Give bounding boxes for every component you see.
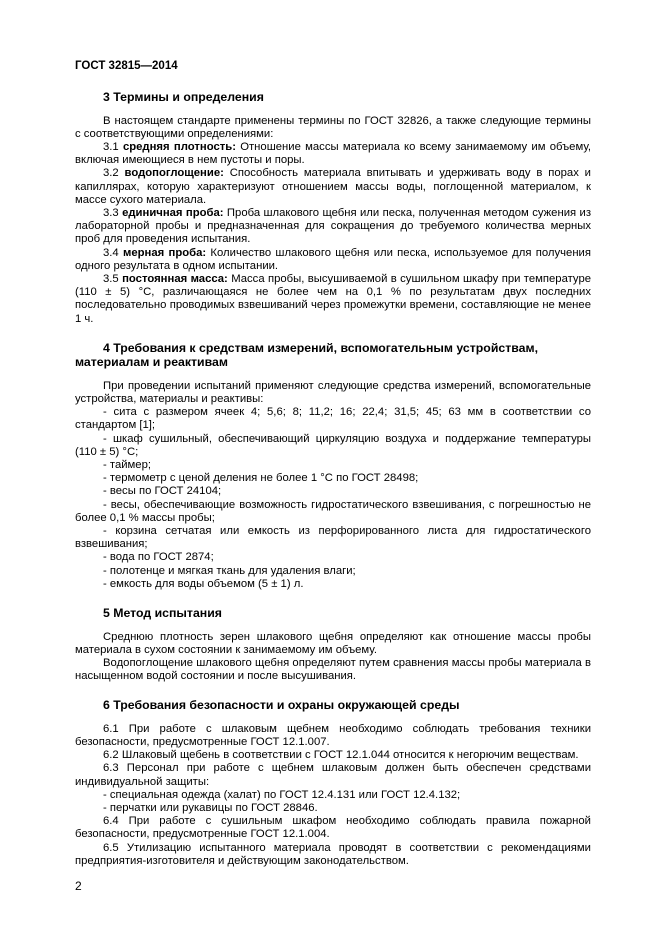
paragraph [75, 657, 591, 683]
section-title: 3 Термины и определения [103, 90, 264, 104]
paragraph [75, 525, 591, 551]
section [75, 606, 591, 683]
body-text: 3.3 [103, 206, 123, 219]
paragraph [75, 802, 591, 815]
term-bold-text: мерная проба: [122, 246, 207, 259]
body-text: - вода по ГОСТ 2874; [103, 551, 214, 564]
body-text: 3.5 [103, 272, 123, 285]
paragraph [75, 459, 591, 472]
body-text: Масса пробы, высушиваемой в сушильном шкафу при температуре (110 ± 5) °С, различающаяся не более чем на 0,1 % по результатам двух последних последовательно проводимых взвешиваний через промежутки времени, составляющие не менее 1 ч. [75, 272, 592, 325]
body-text: 6.4 При работе с сушильным шкафом необходимо соблюдать правила пожарной безопасности, предусмотренные ГОСТ 12.1.004. [75, 815, 591, 841]
page-number: 2 [75, 879, 82, 893]
paragraph [75, 749, 591, 762]
paragraph [75, 842, 591, 868]
paragraph [75, 380, 591, 406]
term-bold-text: водопоглощение: [124, 167, 224, 180]
paragraph [75, 273, 591, 326]
paragraph [75, 207, 591, 247]
section-title: 6 Требования безопасности и охраны окружающей среды [103, 698, 460, 713]
paragraph [75, 815, 591, 841]
section-title: 5 Метод испытания [103, 606, 222, 620]
document-sections [75, 84, 591, 868]
paragraph [75, 167, 591, 207]
body-text: - термометр с ценой деления не более 1 °С по ГОСТ 28498; [103, 472, 419, 485]
body-text: Отношение массы материала ко всему занимаемому им объему, включая имеющиеся в нем пустоты и поры. [75, 140, 591, 167]
term-bold-text: единичная проба: [122, 206, 224, 219]
paragraph [75, 631, 591, 657]
section-title: 4 Требования к средствам измерений, вспомогательным устройствам, материалам и реактивам [75, 340, 538, 370]
paragraph [75, 551, 591, 564]
paragraph [75, 485, 591, 498]
paragraph [75, 565, 591, 578]
body-text: - весы, обеспечивающие возможность гидростатического взвешивания, с погрешностью не более 0,1 % массы пробы; [75, 498, 591, 524]
section [75, 341, 591, 591]
body-text: - сита с размером ячеек 4; 5,6; 8; 11,2; 16; 22,4; 31,5; 45; 63 мм в соответствии со стандартом [1]; [75, 406, 591, 432]
paragraph [75, 247, 591, 273]
body-text: 6.2 Шлаковый щебень в соответствии с ГОСТ 12.1.044 относится к негорючим веществам. [103, 749, 579, 762]
body-text: При проведении испытаний применяют следующие средства измерений, вспомогательные устройства, материалы и реактивы: [75, 379, 591, 405]
paragraph [75, 472, 591, 485]
body-text: 6.5 Утилизацию испытанного материала проводят в соответствии с рекомендациями предприятия-изготовителя и действующим законодательством. [75, 841, 591, 867]
paragraph [75, 578, 591, 591]
body-text: Среднюю плотность зерен шлакового щебня определяют как отношение массы пробы материала в сухом состоянии к занимаемому им объему. [75, 630, 591, 656]
body-text: Проба шлакового щебня или песка, полученная методом сужения из лабораторной пробы и предназначенная для сокращения до требуемого количества мерных проб для проведения испытания. [75, 206, 592, 246]
term-bold-text: средняя плотность: [122, 140, 236, 153]
body-text: - корзина сетчатая или емкость из перфорированного листа для гидростатического взвешивания; [75, 524, 591, 551]
body-text: Способность материала впитывать и удерживать воду в порах и капиллярах, которую характеризуют отношением массы воды, поглощенной материалом, к массе сухого материала. [75, 167, 591, 206]
paragraph [75, 723, 591, 749]
body-text: 6.3 Персонал при работе с щебнем шлаковым должен быть обеспечен средствами индивидуальной защиты: [75, 762, 591, 788]
section [75, 90, 591, 326]
body-text: - шкаф сушильный, обеспечивающий циркуляцию воздуха и поддержание температуры (110 ± 5) °С; [75, 432, 591, 458]
body-text: 3.4 [103, 246, 123, 259]
paragraph [75, 499, 591, 525]
body-text: 3.2 [103, 167, 125, 180]
body-text: Водопоглощение шлакового щебня определяют путем сравнения массы пробы материала в насыщенном водой состоянии и после высушивания. [75, 656, 591, 683]
body-text: 6.1 При работе с шлаковым щебнем необходимо соблюдать требования техники безопасности, предусмотренные ГОСТ 12.1.007. [75, 722, 591, 749]
body-text: - весы по ГОСТ 24104; [103, 485, 222, 498]
body-text: 3.1 [103, 140, 123, 153]
document-header: ГОСТ 32815—2014 [75, 60, 178, 72]
section [75, 698, 591, 868]
paragraph [75, 406, 591, 432]
body-text: - перчатки или рукавицы по ГОСТ 28846. [103, 802, 318, 815]
paragraph [75, 141, 591, 167]
paragraph [75, 433, 591, 459]
body-text: - емкость для воды объемом (5 ± 1) л. [103, 577, 304, 590]
body-text: В настоящем стандарте применены термины по ГОСТ 32826, а также следующие термины с соответствующими определениями: [75, 114, 591, 140]
paragraph [75, 762, 591, 788]
paragraph [75, 789, 591, 802]
body-text: - специальная одежда (халат) по ГОСТ 12.4.131 или ГОСТ 12.4.132; [103, 788, 461, 801]
paragraph [75, 115, 591, 141]
body-text: - полотенце и мягкая ткань для удаления влаги; [103, 564, 356, 577]
term-bold-text: постоянная масса: [122, 272, 228, 285]
body-text: - таймер; [103, 458, 152, 471]
body-text: Количество шлакового щебня или песка, используемое для получения одного результата в одном испытании. [75, 246, 591, 272]
